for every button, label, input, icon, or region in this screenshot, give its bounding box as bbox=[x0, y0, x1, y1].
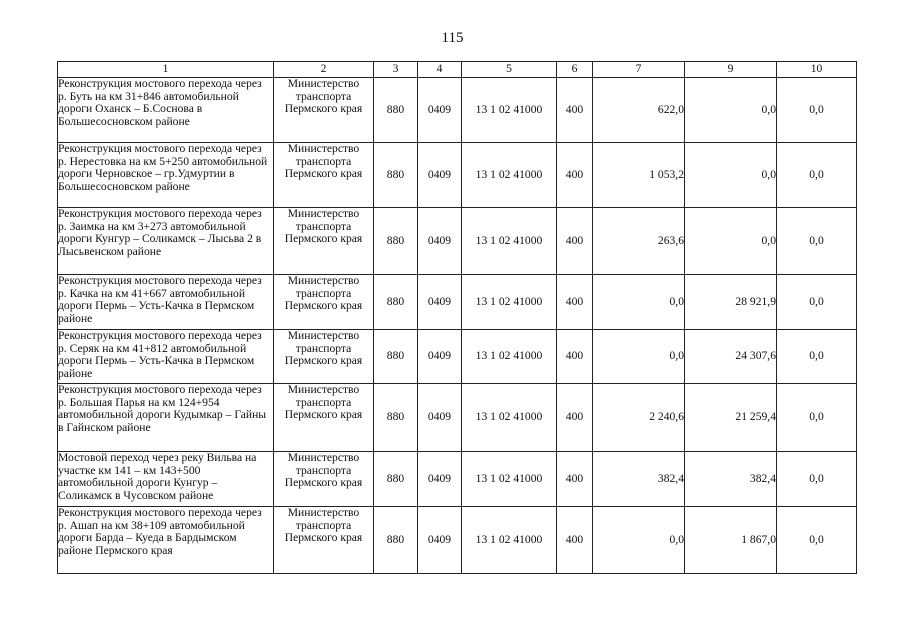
code-4: 0409 bbox=[418, 507, 462, 574]
amount-9: 382,4 bbox=[685, 452, 777, 507]
amount-10: 0,0 bbox=[777, 452, 857, 507]
code-6: 400 bbox=[557, 330, 593, 384]
amount-7: 263,6 bbox=[593, 208, 685, 275]
table-row bbox=[58, 208, 857, 275]
code-5: 13 1 02 41000 bbox=[462, 78, 557, 143]
code-3: 880 bbox=[374, 507, 418, 574]
amount-10: 0,0 bbox=[777, 143, 857, 208]
code-4: 0409 bbox=[418, 452, 462, 507]
code-6: 400 bbox=[557, 452, 593, 507]
code-6: 400 bbox=[557, 384, 593, 452]
column-header: 9 bbox=[685, 62, 777, 78]
object-name: Реконструкция мостового перехода через р. Серяк на км 41+812 автомобильной дороги Пермь – Усть-Качка в Пермском районе bbox=[58, 330, 274, 384]
code-5: 13 1 02 41000 bbox=[462, 507, 557, 574]
column-header: 4 bbox=[418, 62, 462, 78]
column-header: 7 bbox=[593, 62, 685, 78]
object-name: Мостовой переход через реку Вильва на участке км 141 – км 143+500 автомобильной дороги Кунгур – Соликамск в Чусовском районе bbox=[58, 452, 274, 507]
amount-7: 0,0 bbox=[593, 330, 685, 384]
amount-7: 0,0 bbox=[593, 507, 685, 574]
ministry-name: Министерство транспорта Пермского края bbox=[274, 330, 374, 384]
budget-table bbox=[57, 61, 857, 574]
ministry-name: Министерство транспорта Пермского края bbox=[274, 208, 374, 275]
table-row bbox=[58, 384, 857, 452]
code-3: 880 bbox=[374, 384, 418, 452]
amount-7: 0,0 bbox=[593, 275, 685, 330]
code-6: 400 bbox=[557, 78, 593, 143]
code-6: 400 bbox=[557, 275, 593, 330]
code-5: 13 1 02 41000 bbox=[462, 330, 557, 384]
amount-9: 24 307,6 bbox=[685, 330, 777, 384]
code-5: 13 1 02 41000 bbox=[462, 275, 557, 330]
amount-10: 0,0 bbox=[777, 507, 857, 574]
code-4: 0409 bbox=[418, 384, 462, 452]
page-number: 115 bbox=[441, 30, 464, 46]
code-3: 880 bbox=[374, 208, 418, 275]
amount-10: 0,0 bbox=[777, 208, 857, 275]
column-header: 10 bbox=[777, 62, 857, 78]
object-name: Реконструкция мостового перехода через р. Большая Парья на км 124+954 автомобильной дороги Кудымкар – Гайны в Гайнском районе bbox=[58, 384, 274, 452]
amount-10: 0,0 bbox=[777, 384, 857, 452]
ministry-name: Министерство транспорта Пермского края bbox=[274, 143, 374, 208]
column-header: 1 bbox=[58, 62, 274, 78]
column-header: 6 bbox=[557, 62, 593, 78]
table-row bbox=[58, 275, 857, 330]
amount-7: 1 053,2 bbox=[593, 143, 685, 208]
column-header: 3 bbox=[374, 62, 418, 78]
code-6: 400 bbox=[557, 208, 593, 275]
code-6: 400 bbox=[557, 143, 593, 208]
ministry-name: Министерство транспорта Пермского края bbox=[274, 384, 374, 452]
object-name: Реконструкция мостового перехода через р. Заимка на км 3+273 автомобильной дороги Кунгур – Соликамск – Лысьва 2 в Лысьвенском районе bbox=[58, 208, 274, 275]
table-row bbox=[58, 330, 857, 384]
ministry-name: Министерство транспорта Пермского края bbox=[274, 452, 374, 507]
table-row bbox=[58, 452, 857, 507]
code-5: 13 1 02 41000 bbox=[462, 143, 557, 208]
code-4: 0409 bbox=[418, 208, 462, 275]
code-3: 880 bbox=[374, 452, 418, 507]
table-row bbox=[58, 143, 857, 208]
code-4: 0409 bbox=[418, 78, 462, 143]
table-row bbox=[58, 78, 857, 143]
amount-7: 2 240,6 bbox=[593, 384, 685, 452]
amount-9: 0,0 bbox=[685, 143, 777, 208]
code-3: 880 bbox=[374, 275, 418, 330]
amount-9: 0,0 bbox=[685, 208, 777, 275]
code-4: 0409 bbox=[418, 330, 462, 384]
column-header: 2 bbox=[274, 62, 374, 78]
amount-9: 1 867,0 bbox=[685, 507, 777, 574]
amount-9: 28 921,9 bbox=[685, 275, 777, 330]
object-name: Реконструкция мостового перехода через р. Качка на км 41+667 автомобильной дороги Пермь – Усть-Качка в Пермском районе bbox=[58, 275, 274, 330]
code-3: 880 bbox=[374, 330, 418, 384]
column-header: 5 bbox=[462, 62, 557, 78]
ministry-name: Министерство транспорта Пермского края bbox=[274, 275, 374, 330]
ministry-name: Министерство транспорта Пермского края bbox=[274, 78, 374, 143]
code-3: 880 bbox=[374, 78, 418, 143]
amount-9: 21 259,4 bbox=[685, 384, 777, 452]
amount-10: 0,0 bbox=[777, 330, 857, 384]
amount-9: 0,0 bbox=[685, 78, 777, 143]
amount-10: 0,0 bbox=[777, 78, 857, 143]
object-name: Реконструкция мостового перехода через р. Нерестовка на км 5+250 автомобильной дороги Черновское – гр.Удмуртии в Большесосновском районе bbox=[58, 143, 274, 208]
code-4: 0409 bbox=[418, 275, 462, 330]
code-5: 13 1 02 41000 bbox=[462, 208, 557, 275]
table-row bbox=[58, 507, 857, 574]
object-name: Реконструкция мостового перехода через р. Ашап на км 38+109 автомобильной дороги Барда – Куеда в Бардымском районе Пермского края bbox=[58, 507, 274, 574]
amount-7: 622,0 bbox=[593, 78, 685, 143]
code-5: 13 1 02 41000 bbox=[462, 384, 557, 452]
amount-10: 0,0 bbox=[777, 275, 857, 330]
object-name: Реконструкция мостового перехода через р. Буть на км 31+846 автомобильной дороги Оханск – Б.Соснова в Большесосновском районе bbox=[58, 78, 274, 143]
header-row bbox=[58, 62, 857, 78]
code-4: 0409 bbox=[418, 143, 462, 208]
amount-7: 382,4 bbox=[593, 452, 685, 507]
code-5: 13 1 02 41000 bbox=[462, 452, 557, 507]
code-6: 400 bbox=[557, 507, 593, 574]
ministry-name: Министерство транспорта Пермского края bbox=[274, 507, 374, 574]
code-3: 880 bbox=[374, 143, 418, 208]
